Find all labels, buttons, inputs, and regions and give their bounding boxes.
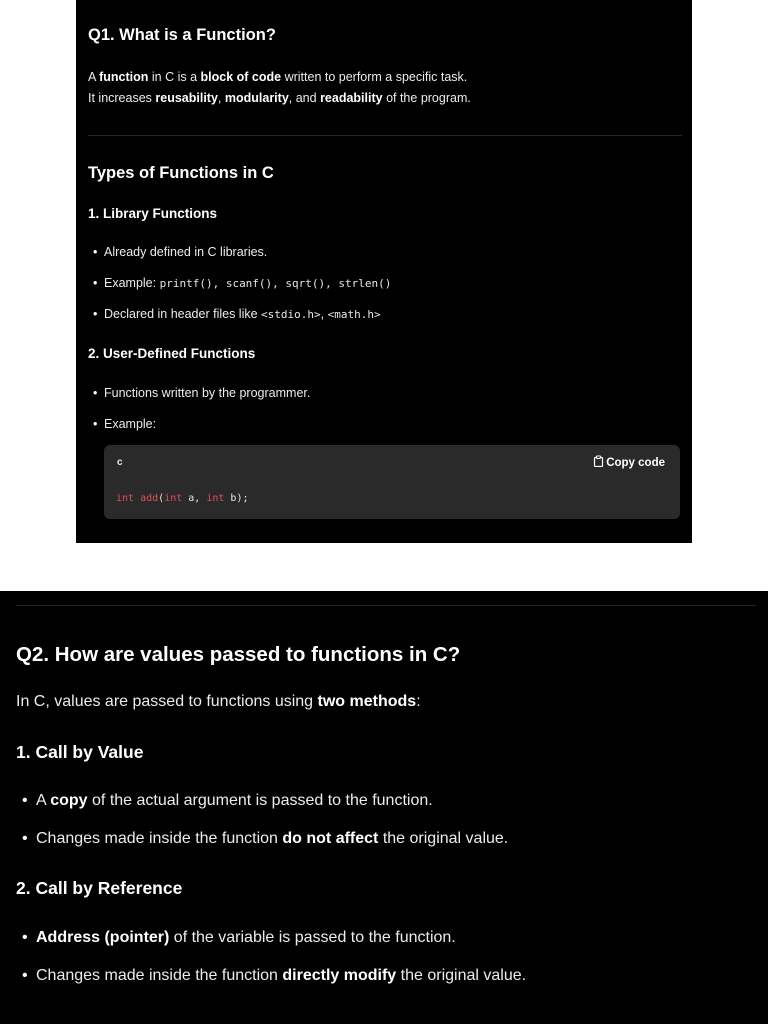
code-line: int add(int a, int b); bbox=[116, 493, 249, 504]
list-item: • Functions written by the programmer. bbox=[93, 386, 311, 400]
inline-code: <math.h> bbox=[327, 308, 381, 321]
copy-code-button[interactable] bbox=[593, 455, 665, 470]
code-language-label: c bbox=[117, 457, 123, 468]
divider bbox=[16, 605, 756, 606]
clipboard-icon bbox=[593, 455, 604, 470]
list-item: • Already defined in C libraries. bbox=[93, 245, 268, 259]
list-item: • Address (pointer) of the variable is passed to the function. bbox=[22, 929, 456, 946]
q1-intro bbox=[88, 67, 471, 109]
q1-intro-line-1: A function in C is a block of code written to perform a specific task. bbox=[88, 70, 468, 84]
list-item: • Example: bbox=[93, 417, 157, 431]
q1-intro-line-2: It increases reusability, modularity, and readability of the program. bbox=[88, 91, 471, 105]
user-defined-functions-heading: 2. User-Defined Functions bbox=[88, 346, 256, 361]
inline-code: printf(), scanf(), sqrt(), strlen() bbox=[159, 277, 392, 290]
q1-panel bbox=[76, 0, 692, 543]
list-item: • Changes made inside the function directly modify the original value. bbox=[22, 967, 527, 984]
library-functions-heading: 1. Library Functions bbox=[88, 206, 218, 221]
list-item: • Declared in header files like <stdio.h>, <math.h> bbox=[93, 307, 381, 321]
q2-panel bbox=[0, 591, 768, 1024]
inline-code: <stdio.h> bbox=[261, 308, 321, 321]
q2-intro: In C, values are passed to functions using two methods: bbox=[16, 693, 421, 710]
list-item: • Changes made inside the function do not affect the original value. bbox=[22, 830, 509, 847]
q1-title: Q1. What is a Function? bbox=[88, 26, 276, 44]
list-item: • A copy of the actual argument is passed to the function. bbox=[22, 792, 433, 809]
code-block bbox=[104, 445, 680, 519]
list-item: • Example: printf(), scanf(), sqrt(), strlen() bbox=[93, 276, 392, 290]
call-by-value-heading: 1. Call by Value bbox=[16, 742, 144, 762]
q2-title: Q2. How are values passed to functions in C? bbox=[16, 643, 461, 666]
copy-code-label: Copy code bbox=[606, 456, 665, 469]
divider bbox=[88, 135, 682, 136]
call-by-reference-heading: 2. Call by Reference bbox=[16, 878, 183, 898]
types-heading: Types of Functions in C bbox=[88, 164, 274, 182]
